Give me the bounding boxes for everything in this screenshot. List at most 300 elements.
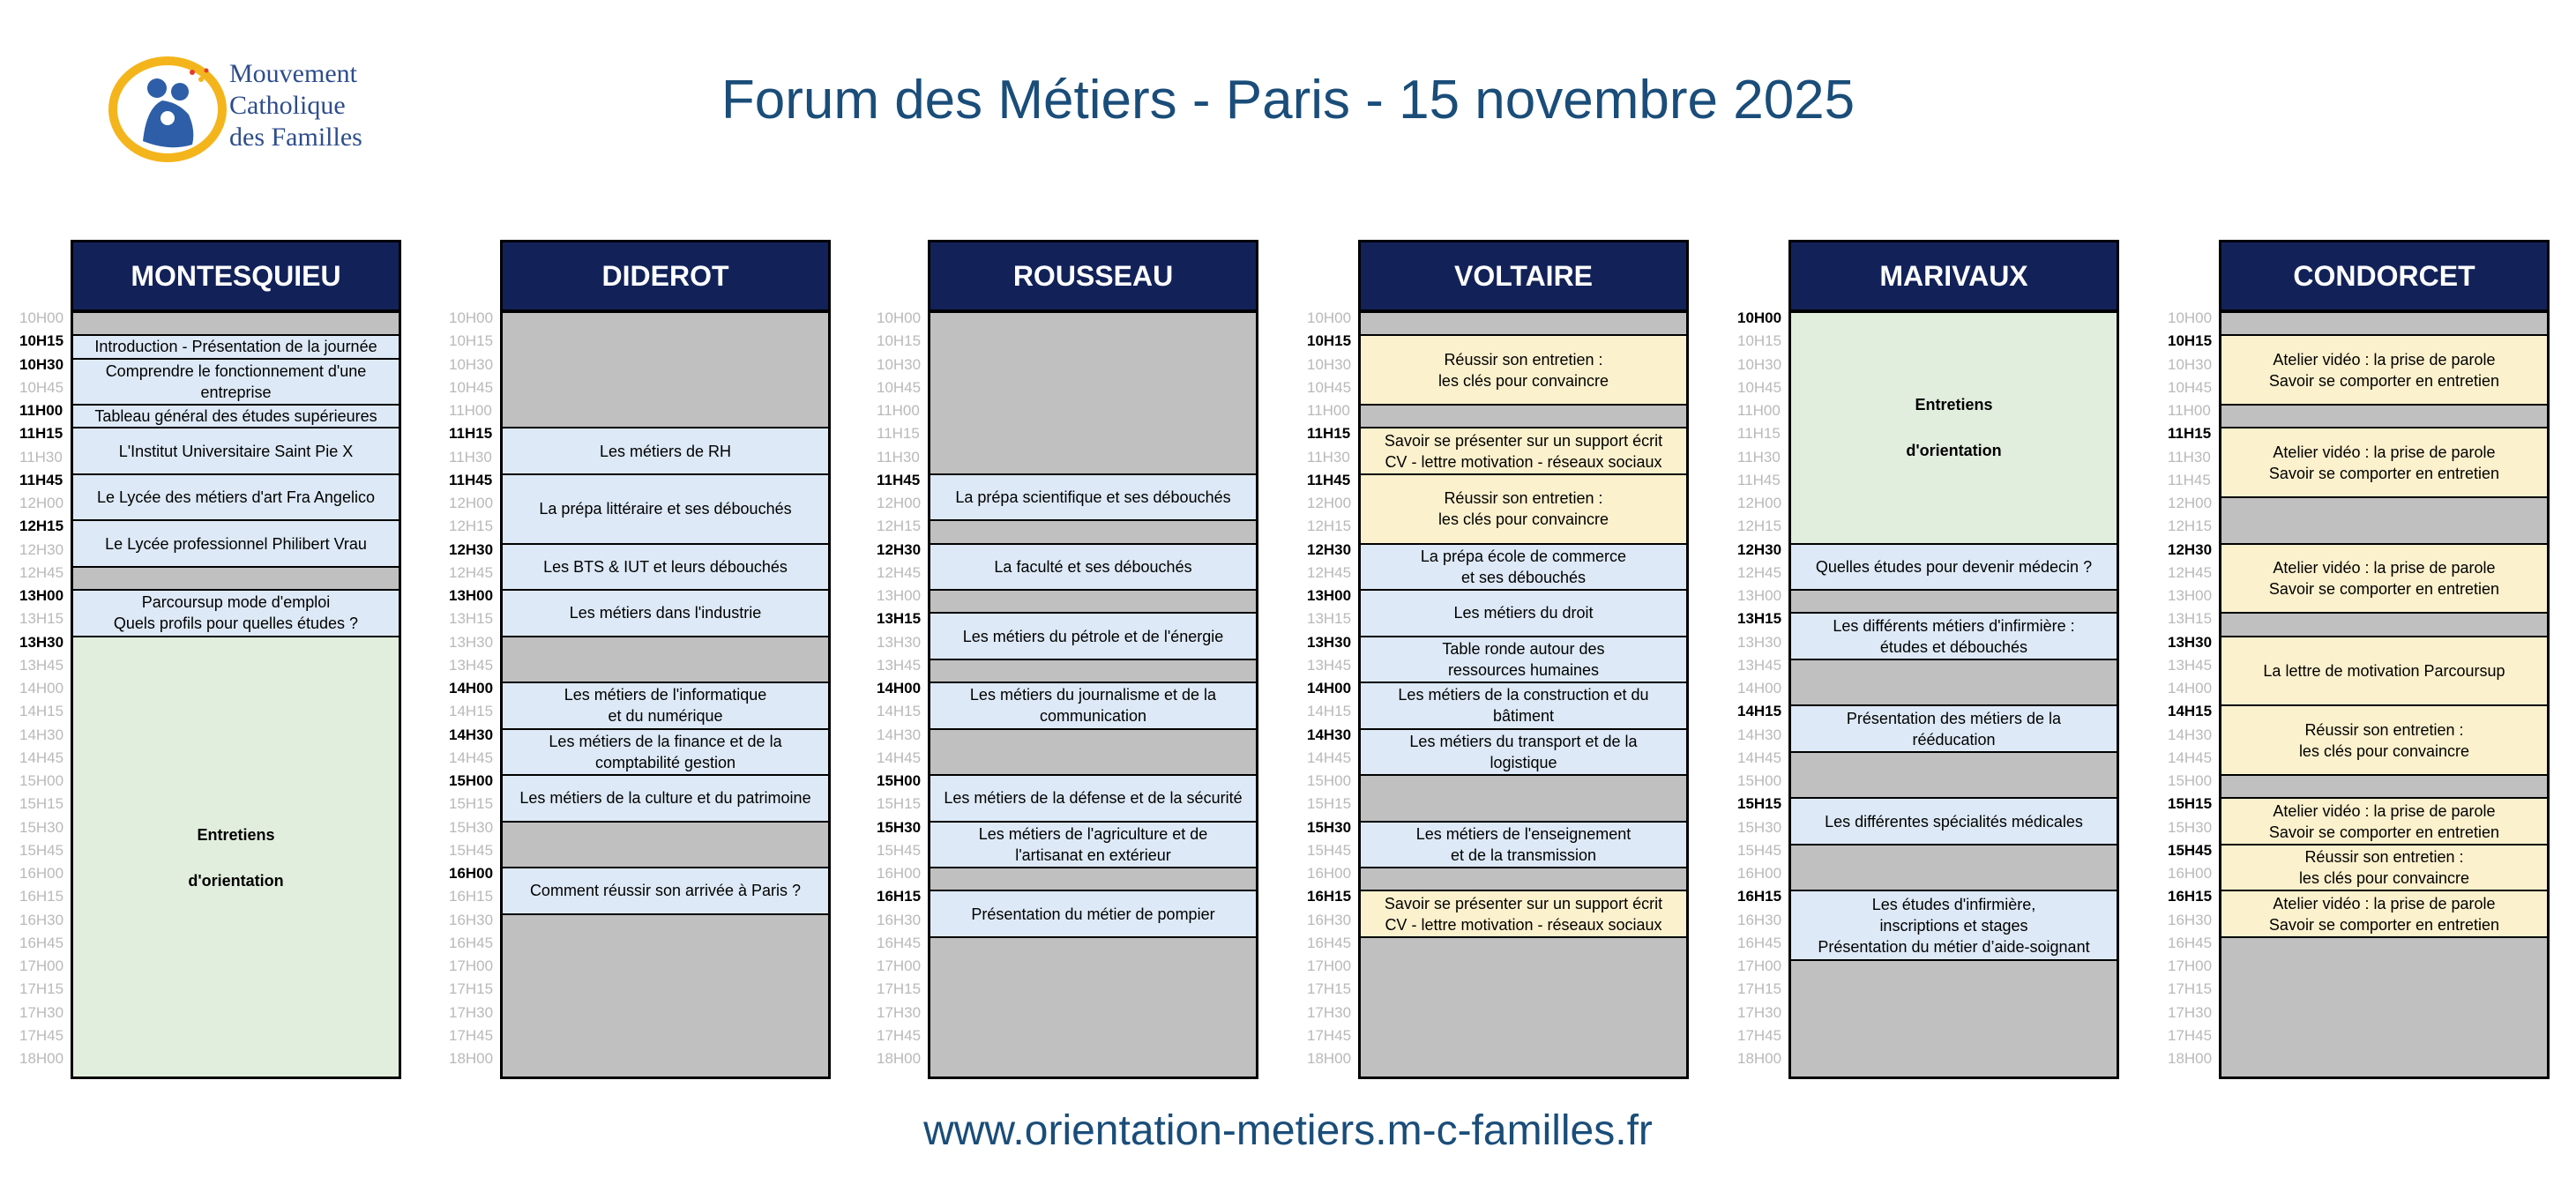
session-title: Les métiers du transport et de la logistique xyxy=(1409,732,1638,771)
time-label: 10H45 xyxy=(1737,378,1782,396)
time-label: 11H30 xyxy=(449,448,492,466)
time-label: 13H30 xyxy=(449,633,494,651)
time-label: 15H15 xyxy=(1737,795,1782,813)
time-label: 17H15 xyxy=(877,980,922,998)
empty-slot xyxy=(930,660,1256,683)
room-header: VOLTAIRE xyxy=(1358,240,1689,312)
time-label: 14H30 xyxy=(877,726,922,743)
time-label: 16H15 xyxy=(1307,888,1352,905)
session-block[interactable] xyxy=(2221,799,2547,846)
time-label: 14H15 xyxy=(2168,703,2213,720)
time-label: 16H45 xyxy=(1737,934,1782,951)
session-block[interactable] xyxy=(2221,891,2547,938)
time-label: 17H45 xyxy=(2168,1026,2213,1044)
time-label: 11H45 xyxy=(1737,471,1781,488)
session-title: Tableau général des études supérieures xyxy=(94,407,377,426)
time-label: 10H45 xyxy=(1307,378,1352,396)
time-label: 15H15 xyxy=(2168,795,2213,813)
time-label: 13H00 xyxy=(19,587,64,604)
time-label: 16H00 xyxy=(449,865,494,882)
session-block[interactable] xyxy=(930,776,1256,823)
time-label: 12H45 xyxy=(1737,563,1782,581)
time-label: 12H00 xyxy=(1737,495,1782,511)
time-label: 11H30 xyxy=(2168,448,2211,466)
time-label: 17H00 xyxy=(1737,957,1782,974)
session-title: Quelles études pour devenir médecin ? xyxy=(1815,557,2093,576)
time-label: 12H00 xyxy=(877,495,922,511)
time-label: 11H15 xyxy=(449,425,493,443)
session-title: Les métiers de la culture et du patrimoine xyxy=(519,789,811,808)
time-label: 18H00 xyxy=(19,1050,64,1067)
session-block[interactable] xyxy=(1361,545,1686,592)
time-label: 13H30 xyxy=(877,633,922,651)
empty-slot xyxy=(73,568,399,591)
session-title: Les métiers de l'enseignement et de la transmission xyxy=(1415,824,1631,864)
time-label: 10H15 xyxy=(2168,332,2213,350)
session-title: Comment réussir son arrivée à Paris ? xyxy=(529,882,802,900)
time-label: 13H15 xyxy=(19,610,64,628)
session-title: Comprendre le fonctionnement d'une entreprise xyxy=(105,361,367,401)
time-label: 14H15 xyxy=(1737,703,1782,720)
time-label: 10H15 xyxy=(1737,332,1782,350)
session-title: Table ronde autour des ressources humaines xyxy=(1442,639,1605,679)
time-label: 17H15 xyxy=(1307,980,1352,998)
time-label: 13H00 xyxy=(1737,587,1782,604)
time-label: 10H15 xyxy=(877,332,922,350)
session-block[interactable] xyxy=(2221,846,2547,892)
session-block[interactable] xyxy=(1791,545,2117,592)
time-label: 16H15 xyxy=(19,888,64,905)
time-label: 18H00 xyxy=(2168,1050,2213,1067)
session-block[interactable] xyxy=(73,475,399,522)
time-label: 10H00 xyxy=(1307,309,1352,326)
time-label: 12H00 xyxy=(2168,495,2213,511)
time-label: 16H15 xyxy=(877,888,922,905)
session-title: Les différents métiers d'infirmière : études et débouchés xyxy=(1833,616,2075,656)
empty-slot xyxy=(930,521,1256,544)
time-label: 16H30 xyxy=(19,911,64,928)
time-label: 10H45 xyxy=(449,378,494,396)
time-label: 17H30 xyxy=(1307,1003,1352,1021)
session-block[interactable] xyxy=(1791,614,2117,660)
session-block[interactable] xyxy=(1361,891,1686,938)
empty-slot xyxy=(1791,753,2117,800)
time-label: 15H00 xyxy=(19,772,64,789)
time-label: 10H30 xyxy=(1307,355,1352,373)
session-title: Les BTS & IUT et leurs débouchés xyxy=(543,557,788,576)
session-title: Atelier vidéo : la prise de parole Savoir se comporter en entretien xyxy=(2268,558,2500,598)
time-label: 10H15 xyxy=(19,332,64,350)
time-label: 14H00 xyxy=(877,680,922,697)
empty-slot xyxy=(1791,846,2117,892)
time-label: 17H15 xyxy=(2168,980,2213,998)
session-title: Entretiens d'orientation xyxy=(1906,396,2002,460)
empty-slot xyxy=(2221,776,2547,799)
time-label: 15H45 xyxy=(449,841,494,859)
time-label: 17H00 xyxy=(877,957,922,974)
empty-slot xyxy=(1361,313,1686,336)
orientation-interviews[interactable] xyxy=(73,637,399,1080)
session-block[interactable] xyxy=(2221,428,2547,498)
time-label: 12H30 xyxy=(1307,540,1352,558)
session-title: Atelier vidéo : la prise de parole Savoir se comporter en entretien xyxy=(2268,443,2500,482)
session-block[interactable] xyxy=(2221,637,2547,707)
time-label: 11H00 xyxy=(877,402,920,419)
time-label: 11H30 xyxy=(877,448,920,466)
logo-line-1: Mouvement xyxy=(229,59,357,88)
empty-slot xyxy=(930,730,1256,777)
time-label: 15H45 xyxy=(19,841,64,859)
time-label: 16H30 xyxy=(877,911,922,928)
session-title: Les métiers de la construction et du bâtiment xyxy=(1398,686,1649,726)
session-title: La prépa école de commerce et ses débouchés xyxy=(1420,547,1627,586)
room-header: ROUSSEAU xyxy=(928,240,1258,312)
session-block[interactable] xyxy=(2221,336,2547,406)
session-block[interactable] xyxy=(930,545,1256,592)
time-label: 15H30 xyxy=(1737,818,1782,836)
session-title: Réussir son entretien : les clés pour convaincre xyxy=(1437,489,1609,529)
session-block[interactable] xyxy=(503,545,828,592)
time-label: 10H00 xyxy=(19,309,64,326)
session-block[interactable] xyxy=(1791,706,2117,753)
session-title: La faculté et ses débouchés xyxy=(994,557,1192,576)
time-label: 15H00 xyxy=(2168,772,2213,789)
session-title: Atelier vidéo : la prise de parole Savoir se comporter en entretien xyxy=(2268,894,2500,934)
time-label: 18H00 xyxy=(877,1050,922,1067)
time-label: 17H45 xyxy=(19,1026,64,1044)
time-label: 12H15 xyxy=(1307,518,1352,535)
session-title: Parcoursup mode d'emploi Quels profils pour quelles études ? xyxy=(113,593,359,633)
time-label: 14H45 xyxy=(449,749,494,766)
room-header: DIDEROT xyxy=(500,240,831,312)
session-title: Les métiers du droit xyxy=(1453,604,1594,622)
time-label: 14H00 xyxy=(1307,680,1352,697)
empty-slot xyxy=(2221,498,2547,545)
empty-slot xyxy=(2221,614,2547,637)
session-block[interactable] xyxy=(1361,730,1686,777)
room-header: CONDORCET xyxy=(2219,240,2550,312)
time-label: 12H00 xyxy=(449,495,494,511)
time-label: 16H15 xyxy=(2168,888,2213,905)
time-label: 13H30 xyxy=(1307,633,1352,651)
session-title: Les métiers dans l'industrie xyxy=(569,604,762,622)
time-label: 15H00 xyxy=(877,772,922,789)
time-label: 11H15 xyxy=(877,425,920,443)
time-label: 16H30 xyxy=(449,911,494,928)
time-label: 13H00 xyxy=(877,587,922,604)
time-label: 10H00 xyxy=(2168,309,2213,326)
time-label: 11H15 xyxy=(19,425,63,443)
session-block[interactable] xyxy=(930,614,1256,660)
session-block[interactable] xyxy=(930,823,1256,869)
time-label: 15H15 xyxy=(19,795,64,813)
page-title: Forum des Métiers - Paris - 15 novembre 2025 xyxy=(721,70,1855,130)
time-label: 13H00 xyxy=(449,587,494,604)
orientation-interviews[interactable] xyxy=(1791,313,2117,545)
session-block[interactable] xyxy=(503,591,828,637)
time-label: 12H45 xyxy=(877,563,922,581)
time-label: 10H45 xyxy=(19,378,64,396)
time-label: 13H45 xyxy=(1737,656,1782,674)
time-label: 16H45 xyxy=(877,934,922,951)
session-block[interactable] xyxy=(73,406,399,428)
session-block[interactable] xyxy=(1791,891,2117,961)
time-label: 16H30 xyxy=(2168,911,2213,928)
time-label: 13H15 xyxy=(877,610,922,628)
empty-slot xyxy=(1361,938,1686,1080)
session-block[interactable] xyxy=(1361,823,1686,869)
time-label: 10H30 xyxy=(1737,355,1782,373)
time-label: 12H30 xyxy=(877,540,922,558)
time-label: 11H00 xyxy=(2168,402,2211,419)
empty-slot xyxy=(2221,938,2547,1080)
time-label: 15H45 xyxy=(1737,841,1782,859)
time-label: 16H45 xyxy=(19,934,64,951)
session-block[interactable] xyxy=(503,475,828,545)
time-label: 14H30 xyxy=(1307,726,1352,743)
session-title: La lettre de motivation Parcoursup xyxy=(2263,661,2505,680)
session-title: Atelier vidéo : la prise de parole Savoir se comporter en entretien xyxy=(2268,350,2500,390)
time-label: 17H30 xyxy=(449,1003,494,1021)
time-label: 11H15 xyxy=(1737,425,1781,443)
time-label: 10H15 xyxy=(1307,332,1352,350)
time-label: 16H00 xyxy=(877,865,922,882)
session-block[interactable] xyxy=(1361,637,1686,684)
empty-slot xyxy=(930,938,1256,1080)
session-block[interactable] xyxy=(930,475,1256,522)
time-label: 15H00 xyxy=(449,772,494,789)
time-label: 17H45 xyxy=(449,1026,494,1044)
time-label: 14H15 xyxy=(449,703,494,720)
session-block[interactable] xyxy=(1361,475,1686,545)
time-label: 17H00 xyxy=(2168,957,2213,974)
session-block[interactable] xyxy=(2221,706,2547,776)
time-label: 10H00 xyxy=(1737,309,1782,326)
session-block[interactable] xyxy=(503,776,828,823)
empty-slot xyxy=(2221,406,2547,428)
time-label: 17H15 xyxy=(19,980,64,998)
time-label: 11H00 xyxy=(1307,402,1350,419)
session-title: Entretiens d'orientation xyxy=(188,826,284,890)
session-title: L'Institut Universitaire Saint Pie X xyxy=(118,442,354,460)
time-label: 14H45 xyxy=(1307,749,1352,766)
session-block[interactable] xyxy=(930,891,1256,938)
time-label: 12H15 xyxy=(877,518,922,535)
session-title: Le Lycée des métiers d'art Fra Angelico xyxy=(97,488,375,506)
time-label: 17H30 xyxy=(877,1003,922,1021)
time-label: 12H00 xyxy=(1307,495,1352,511)
time-label: 14H45 xyxy=(2168,749,2213,766)
session-block[interactable] xyxy=(1361,591,1686,637)
session-block[interactable] xyxy=(1361,683,1686,730)
session-title: La prépa scientifique et ses débouchés xyxy=(955,488,1231,506)
time-label: 14H45 xyxy=(1737,749,1782,766)
time-label: 13H45 xyxy=(19,656,64,674)
time-label: 13H30 xyxy=(2168,633,2213,651)
time-label: 16H00 xyxy=(2168,865,2213,882)
session-title: Savoir se présenter sur un support écrit CV - lettre motivation - réseaux sociaux xyxy=(1384,431,1663,471)
session-block[interactable] xyxy=(73,360,399,406)
time-label: 17H45 xyxy=(1737,1026,1782,1044)
session-block[interactable] xyxy=(73,336,399,359)
time-label: 13H15 xyxy=(2168,610,2213,628)
time-label: 15H00 xyxy=(1737,772,1782,789)
time-label: 16H30 xyxy=(1737,911,1782,928)
session-title: Les métiers du pétrole et de l'énergie xyxy=(962,627,1224,645)
time-label: 15H00 xyxy=(1307,772,1352,789)
time-label: 14H30 xyxy=(449,726,494,743)
time-label: 10H30 xyxy=(449,355,494,373)
session-block[interactable] xyxy=(2221,545,2547,615)
time-label: 12H30 xyxy=(1737,540,1782,558)
room-header: MARIVAUX xyxy=(1788,240,2119,312)
time-label: 14H15 xyxy=(19,703,64,720)
session-block[interactable] xyxy=(503,683,828,730)
time-label: 10H45 xyxy=(2168,378,2213,396)
session-title: Présentation des métiers de la rééducation xyxy=(1846,709,2062,749)
time-label: 12H45 xyxy=(2168,563,2213,581)
time-label: 11H45 xyxy=(19,471,63,488)
session-block[interactable] xyxy=(73,428,399,475)
room-schedule-grid xyxy=(1788,310,2119,1079)
time-label: 14H00 xyxy=(2168,680,2213,697)
time-label: 13H45 xyxy=(449,656,494,674)
logo-line-2: Catholique xyxy=(229,91,346,120)
empty-slot xyxy=(930,591,1256,614)
time-label: 15H15 xyxy=(449,795,494,813)
time-label: 15H15 xyxy=(1307,795,1352,813)
time-label: 16H30 xyxy=(1307,911,1352,928)
time-label: 16H00 xyxy=(1307,865,1352,882)
session-block[interactable] xyxy=(930,683,1256,730)
session-title: Savoir se présenter sur un support écrit CV - lettre motivation - réseaux sociaux xyxy=(1384,894,1663,934)
time-label: 11H00 xyxy=(449,402,492,419)
time-label: 13H15 xyxy=(1307,610,1352,628)
time-label: 17H45 xyxy=(877,1026,922,1044)
empty-slot xyxy=(930,868,1256,891)
time-label: 17H00 xyxy=(19,957,64,974)
session-block[interactable] xyxy=(73,591,399,637)
time-label: 15H30 xyxy=(449,818,494,836)
time-label: 12H30 xyxy=(19,540,64,558)
session-block[interactable] xyxy=(1791,799,2117,846)
time-label: 11H30 xyxy=(1307,448,1350,466)
time-label: 16H15 xyxy=(1737,888,1782,905)
time-label: 17H15 xyxy=(1737,980,1782,998)
time-label: 14H15 xyxy=(1307,703,1352,720)
time-label: 14H00 xyxy=(449,680,494,697)
time-label: 14H00 xyxy=(19,680,64,697)
time-label: 13H15 xyxy=(449,610,494,628)
time-label: 11H00 xyxy=(19,402,63,419)
time-label: 13H45 xyxy=(877,656,922,674)
time-label: 14H15 xyxy=(877,703,922,720)
session-title: Atelier vidéo : la prise de parole Savoir se comporter en entretien xyxy=(2268,801,2500,841)
time-label: 14H00 xyxy=(1737,680,1782,697)
time-label: 17H00 xyxy=(449,957,494,974)
time-label: 11H45 xyxy=(449,471,493,488)
time-label: 12H45 xyxy=(1307,563,1352,581)
time-label: 17H15 xyxy=(449,980,494,998)
room-schedule-grid xyxy=(71,310,401,1079)
time-label: 15H15 xyxy=(877,795,922,813)
time-label: 13H45 xyxy=(2168,656,2213,674)
empty-slot xyxy=(1791,591,2117,614)
time-label: 10H15 xyxy=(449,332,494,350)
empty-slot xyxy=(1791,961,2117,1079)
time-label: 18H00 xyxy=(449,1050,494,1067)
session-title: Introduction - Présentation de la journée xyxy=(94,338,377,356)
time-label: 17H45 xyxy=(1307,1026,1352,1044)
time-label: 12H15 xyxy=(2168,518,2213,535)
time-label: 18H00 xyxy=(1737,1050,1782,1067)
time-label: 16H45 xyxy=(1307,934,1352,951)
session-title: Les métiers de la finance et de la comptabilité gestion xyxy=(549,732,782,771)
session-block[interactable] xyxy=(1361,336,1686,406)
time-label: 11H30 xyxy=(1737,448,1781,466)
time-label: 10H00 xyxy=(449,309,494,326)
time-label: 15H45 xyxy=(1307,841,1352,859)
session-title: La prépa littéraire et ses débouchés xyxy=(539,500,792,518)
time-label: 11H15 xyxy=(2168,425,2212,443)
time-label: 17H30 xyxy=(19,1003,64,1021)
room-schedule-grid xyxy=(2219,310,2550,1079)
room-schedule-grid xyxy=(928,310,1258,1079)
session-title: Les métiers du journalisme et de la communication xyxy=(969,686,1217,726)
time-label: 16H45 xyxy=(2168,934,2213,951)
time-label: 15H45 xyxy=(877,841,922,859)
session-block[interactable] xyxy=(503,868,828,915)
time-label: 18H00 xyxy=(1307,1050,1352,1067)
time-label: 12H15 xyxy=(19,518,64,535)
time-label: 11H00 xyxy=(1737,402,1781,419)
time-label: 11H45 xyxy=(877,471,921,488)
time-label: 11H15 xyxy=(1307,425,1351,443)
time-label: 16H00 xyxy=(1737,865,1782,882)
empty-slot xyxy=(503,637,828,684)
session-block[interactable] xyxy=(1361,428,1686,475)
session-title: Présentation du métier de pompier xyxy=(971,905,1215,923)
time-label: 12H45 xyxy=(19,563,64,581)
time-label: 12H30 xyxy=(2168,540,2213,558)
room-schedule-grid xyxy=(500,310,831,1079)
session-block[interactable] xyxy=(503,730,828,777)
time-label: 11H30 xyxy=(19,448,63,466)
time-label: 13H45 xyxy=(1307,656,1352,674)
session-title: Les métiers de la défense et de la sécurité xyxy=(944,789,1243,808)
session-block[interactable] xyxy=(73,521,399,568)
empty-slot xyxy=(1361,406,1686,428)
time-label: 12H15 xyxy=(1737,518,1782,535)
session-title: Les études d'infirmière, inscriptions et stages Présentation du métier d’aide-soignant xyxy=(1818,895,2090,956)
session-title: Le Lycée professionnel Philibert Vrau xyxy=(105,534,367,553)
time-label: 10H45 xyxy=(877,378,922,396)
room-schedule-grid xyxy=(1358,310,1689,1079)
time-label: 15H30 xyxy=(2168,818,2213,836)
session-title: Les métiers de l'agriculture et de l'artisanat en extérieur xyxy=(978,824,1208,864)
time-label: 16H00 xyxy=(19,865,64,882)
time-label: 10H30 xyxy=(877,355,922,373)
time-label: 17H00 xyxy=(1307,957,1352,974)
time-label: 16H15 xyxy=(449,888,494,905)
time-label: 13H15 xyxy=(1737,610,1782,628)
session-title: Les métiers de l'informatique et du numérique xyxy=(564,686,767,726)
time-label: 11H45 xyxy=(2168,471,2211,488)
time-label: 14H45 xyxy=(877,749,922,766)
empty-slot xyxy=(1361,868,1686,891)
footer-url[interactable]: www.orientation-metiers.m-c-familles.fr xyxy=(923,1107,1653,1154)
session-block[interactable] xyxy=(503,428,828,475)
